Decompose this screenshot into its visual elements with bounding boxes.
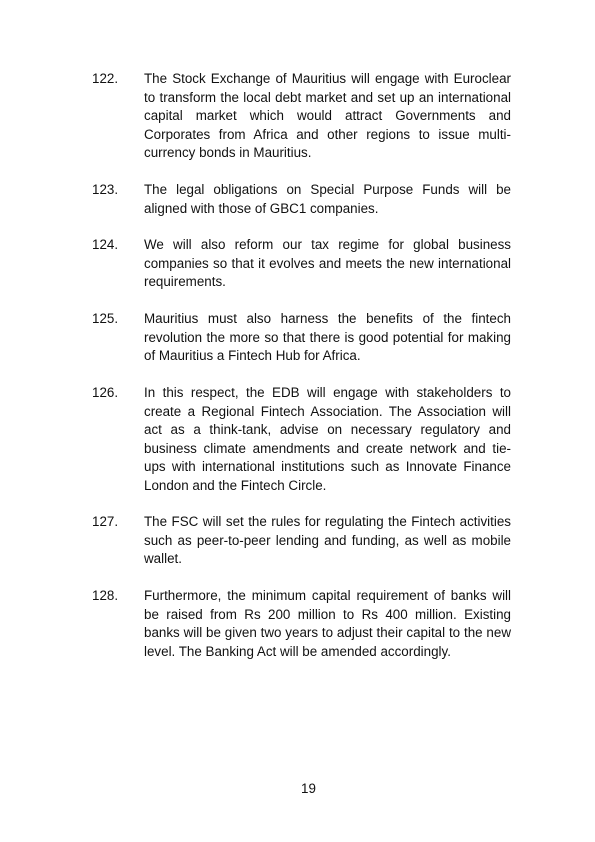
paragraph-number: 122. [92, 71, 119, 86]
paragraph-number: 124. [92, 237, 119, 252]
paragraph-number: 125. [92, 311, 119, 326]
paragraph-text: The legal obligations on Special Purpose Funds will be aligned with those of GBC1 companies. [144, 182, 511, 216]
paragraph-number: 127. [92, 514, 119, 529]
paragraph-text: Mauritius must also harness the benefits of the fintech revolution the more so that there is good potential for making of Mauritius a Fintech Hub for Africa. [144, 311, 511, 364]
paragraph-125 [92, 310, 511, 366]
paragraph-123 [92, 181, 511, 218]
paragraph-128 [92, 587, 511, 661]
paragraph-text: In this respect, the EDB will engage with stakeholders to create a Regional Fintech Association. The Association will act as a think-tank, advise on necessary regulatory and business climate amendments and create network and tie-ups with international institutions such as Innovate Finance London and the Fintech Circle. [144, 385, 511, 493]
paragraph-number: 126. [92, 385, 119, 400]
paragraph-number: 128. [92, 588, 119, 603]
paragraph-126 [92, 384, 511, 496]
paragraph-number: 123. [92, 182, 119, 197]
paragraph-127 [92, 513, 511, 569]
paragraph-text: We will also reform our tax regime for global business companies so that it evolves and meets the new international requirements. [144, 237, 511, 290]
paragraph-text: The Stock Exchange of Mauritius will engage with Euroclear to transform the local debt market and set up an international capital market which would attract Governments and Corporates from Africa and other regions to issue multi-currency bonds in Mauritius. [144, 71, 511, 161]
paragraph-text: The FSC will set the rules for regulating the Fintech activities such as peer-to-peer lending and funding, as well as mobile wallet. [144, 514, 511, 567]
paragraph-124 [92, 236, 511, 292]
paragraph-122 [92, 70, 511, 163]
page-number: 19 [301, 781, 316, 796]
paragraph-text: Furthermore, the minimum capital requirement of banks will be raised from Rs 200 million to Rs 400 million. Existing banks will be given two years to adjust their capital to the new level. The Banking Act will be amended accordingly. [144, 588, 511, 659]
